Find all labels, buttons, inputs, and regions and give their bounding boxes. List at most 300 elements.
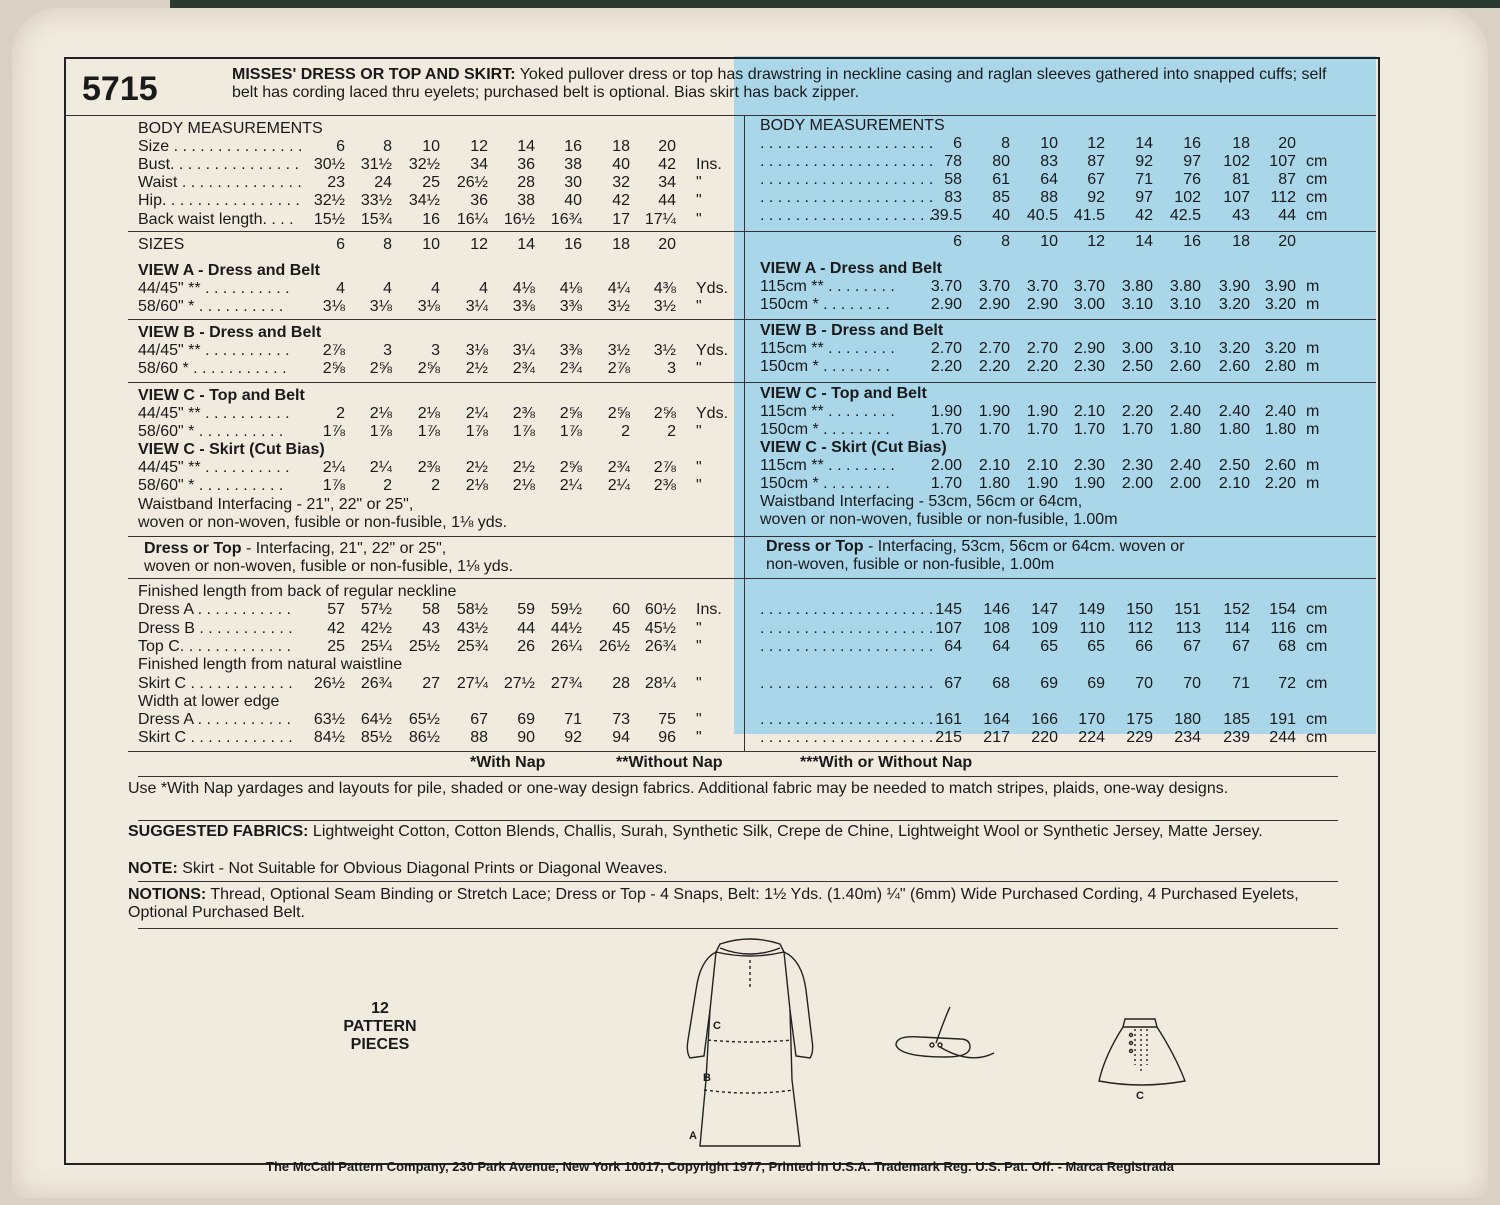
right-view-c-top-row-value: 1.70 bbox=[1026, 421, 1058, 438]
right-width-row-value: 229 bbox=[1126, 729, 1153, 746]
left-view-a-row-unit: " bbox=[696, 298, 702, 315]
left-measure-row-value: 38 bbox=[564, 156, 582, 173]
left-finished-row-value: 25¼ bbox=[360, 638, 392, 655]
left-skirt-row-label: Skirt C . . . . . . . . . . . . bbox=[138, 675, 293, 692]
right-view-c-top-row-value: 1.70 bbox=[930, 421, 962, 438]
left-view-c-skirt-row-value: 2¾ bbox=[607, 459, 630, 476]
left-measure-row-value: 26½ bbox=[456, 174, 488, 191]
right-measure-row-value: 71 bbox=[1135, 171, 1153, 188]
divider-header bbox=[64, 115, 1376, 116]
right-view-c-top-row-label: 150cm * . . . . . . . . bbox=[760, 421, 890, 438]
left-measure-row-value: 40 bbox=[612, 156, 630, 173]
right-view-c-top-row-value: 1.70 bbox=[1121, 421, 1153, 438]
right-measure-row-value: 6 bbox=[953, 135, 962, 152]
left-body-measurements-title: BODY MEASUREMENTS bbox=[138, 120, 323, 137]
left-skirt-row-value: 26¾ bbox=[360, 675, 392, 692]
illustration-label-c-skirt: C bbox=[1136, 1090, 1144, 1102]
illustration-label-a: A bbox=[689, 1130, 697, 1142]
left-view-a-row-value: 4 bbox=[383, 280, 392, 297]
left-view-c-skirt-row-value: 2⅛ bbox=[512, 477, 535, 494]
right-measure-row-label: . . . . . . . . . . . . . . . . . . . . bbox=[760, 135, 934, 152]
right-dress-top-title: Dress or Top bbox=[766, 538, 864, 555]
left-view-c-skirt-row-value: 2⅜ bbox=[653, 477, 676, 494]
left-width-row-unit: " bbox=[696, 729, 702, 746]
right-finished-row-value: 150 bbox=[1126, 601, 1153, 618]
right-view-b-row-value: 3.20 bbox=[1264, 340, 1296, 357]
left-view-c-skirt-row-value: 2⅛ bbox=[465, 477, 488, 494]
right-view-c-top-row-value: 1.80 bbox=[1218, 421, 1250, 438]
left-finished-row-value: 42½ bbox=[360, 620, 392, 637]
right-view-c-skirt-row-value: 1.80 bbox=[978, 475, 1010, 492]
right-measure-row-value: 87 bbox=[1087, 153, 1105, 170]
right-view-a-row-value: 3.20 bbox=[1218, 296, 1250, 313]
left-measure-row-value: 34½ bbox=[408, 192, 440, 209]
left-view-b-row-value: 2⅝ bbox=[417, 360, 440, 377]
left-skirt-row-value: 27¼ bbox=[456, 675, 488, 692]
right-view-c-skirt-row-value: 2.30 bbox=[1121, 457, 1153, 474]
left-finished-row-unit: " bbox=[696, 620, 702, 637]
right-measure-row-value: 39.5 bbox=[930, 207, 962, 224]
right-finished-row-unit: cm bbox=[1306, 601, 1328, 618]
left-view-b-row-value: 3½ bbox=[607, 342, 630, 359]
left-view-c-skirt-row-value: 2 bbox=[383, 477, 392, 494]
left-skirt-row-value: 28 bbox=[612, 675, 630, 692]
dress-illustration bbox=[660, 930, 840, 1152]
divider-view-c bbox=[128, 382, 1376, 383]
left-measure-row-value: 15½ bbox=[313, 211, 345, 228]
left-skirt-row-value: 27 bbox=[422, 675, 440, 692]
pattern-number: 5715 bbox=[82, 70, 158, 108]
right-view-b-row-value: 3.20 bbox=[1218, 340, 1250, 357]
left-view-c-top-row-value: 1⅞ bbox=[512, 423, 535, 440]
right-view-b-row-value: 2.70 bbox=[1026, 340, 1058, 357]
left-view-c-skirt-row-value: 2¼ bbox=[369, 459, 392, 476]
right-view-c-skirt-row-value: 1.90 bbox=[1073, 475, 1105, 492]
left-view-c-top-row-value: 1⅞ bbox=[369, 423, 392, 440]
left-width-row-value: 85½ bbox=[360, 729, 392, 746]
right-view-c-top-row-value: 1.90 bbox=[978, 403, 1010, 420]
left-finished-row-label: Dress B . . . . . . . . . . . bbox=[138, 620, 293, 637]
right-view-b-row-value: 2.50 bbox=[1121, 358, 1153, 375]
left-measure-row-value: 36 bbox=[517, 156, 535, 173]
left-finished-row-label: Dress A . . . . . . . . . . . bbox=[138, 601, 291, 618]
right-skirt-row-value: 69 bbox=[1040, 675, 1058, 692]
left-size: 16 bbox=[564, 236, 582, 253]
sizes-label: SIZES bbox=[138, 236, 185, 253]
right-dress-top-2: non-woven, fusible or non-fusible, 1.00m bbox=[766, 556, 1055, 573]
left-view-c-skirt-row-value: 2½ bbox=[512, 459, 535, 476]
left-view-c-skirt-row-value: 2¼ bbox=[322, 459, 345, 476]
right-measure-row-value: 107 bbox=[1223, 189, 1250, 206]
right-measure-row-value: 67 bbox=[1087, 171, 1105, 188]
left-view-c-top-row-value: 1⅞ bbox=[417, 423, 440, 440]
right-measure-row-label: . . . . . . . . . . . . . . . . . . . . bbox=[760, 171, 934, 188]
left-skirt-row-value: 27½ bbox=[503, 675, 535, 692]
left-finished-row-value: 43½ bbox=[456, 620, 488, 637]
left-finished-row-value: 26 bbox=[517, 638, 535, 655]
left-view-a-row-unit: Yds. bbox=[696, 280, 729, 297]
right-skirt-row-value: 70 bbox=[1183, 675, 1201, 692]
left-width-row-value: 86½ bbox=[408, 729, 440, 746]
left-measure-row-value: 16¼ bbox=[456, 211, 488, 228]
right-view-c-skirt-row-value: 2.20 bbox=[1264, 475, 1296, 492]
left-measure-row-value: 24 bbox=[374, 174, 392, 191]
left-measure-row-value: 17¼ bbox=[644, 211, 676, 228]
left-view-c-top-row-value: 2⅝ bbox=[607, 405, 630, 422]
right-skirt-row-value: 67 bbox=[944, 675, 962, 692]
right-finished-row-value: 113 bbox=[1175, 620, 1201, 637]
right-measure-row-value: 18 bbox=[1232, 135, 1250, 152]
right-view-c-skirt-row-value: 1.70 bbox=[930, 475, 962, 492]
left-measure-row-value: 23 bbox=[327, 174, 345, 191]
pattern-title: MISSES' DRESS OR TOP AND SKIRT: bbox=[232, 66, 516, 83]
left-view-c-skirt-title: VIEW C - Skirt (Cut Bias) bbox=[138, 441, 325, 458]
pattern-pieces-label2: PIECES bbox=[350, 1036, 410, 1053]
right-view-c-top-row-value: 2.20 bbox=[1121, 403, 1153, 420]
left-view-c-top-row-value: 2⅛ bbox=[417, 405, 440, 422]
right-measure-row-value: 87 bbox=[1278, 171, 1296, 188]
notions-text: Thread, Optional Seam Binding or Stretch Lace; Dress or Top - 4 Snaps, Belt: 1½ Yds. (1.40m) ¼" (6mm) Wide Purchased Cording, 4 Purchased Eyelets, Optional Purchased Belt. bbox=[128, 886, 1299, 921]
left-view-a-row-value: 4¼ bbox=[607, 280, 630, 297]
left-view-c-top-title: VIEW C - Top and Belt bbox=[138, 387, 305, 404]
left-view-b-row-value: 2¾ bbox=[559, 360, 582, 377]
right-width-row-value: 239 bbox=[1223, 729, 1250, 746]
left-view-a-title: VIEW A - Dress and Belt bbox=[138, 262, 320, 279]
right-view-c-top-row-value: 2.10 bbox=[1073, 403, 1105, 420]
right-view-a-row-value: 3.90 bbox=[1218, 278, 1250, 295]
right-waistband-2: woven or non-woven, fusible or non-fusible, 1.00m bbox=[760, 511, 1118, 528]
right-size: 6 bbox=[953, 233, 962, 250]
right-view-b-row-value: 2.80 bbox=[1264, 358, 1296, 375]
left-waistband-1: Waistband Interfacing - 21", 22" or 25", bbox=[138, 496, 414, 513]
fabrics-text: Lightweight Cotton, Cotton Blends, Challis, Surah, Synthetic Silk, Crepe de Chine, Lightweight Wool or Synthetic Jersey, Matte Jersey. bbox=[308, 823, 1263, 840]
right-measure-row-value: 20 bbox=[1278, 135, 1296, 152]
right-measure-row-value: 112 bbox=[1270, 189, 1296, 206]
left-measure-row-label: Bust. . . . . . . . . . . . . . . bbox=[138, 156, 299, 173]
right-finished-row-value: 68 bbox=[1278, 638, 1296, 655]
left-view-a-row-value: 4 bbox=[431, 280, 440, 297]
right-dress-top-text: - Interfacing, 53cm, 56cm or 64cm. woven or bbox=[863, 538, 1185, 555]
right-finished-row-value: 108 bbox=[983, 620, 1010, 637]
left-measure-row-unit: " bbox=[696, 211, 702, 228]
left-skirt-row-value: 28¼ bbox=[644, 675, 676, 692]
legend-with-or-without: ***With or Without Nap bbox=[800, 754, 973, 771]
right-view-c-top-row-unit: m bbox=[1306, 403, 1320, 420]
right-measure-row-value: 8 bbox=[1001, 135, 1010, 152]
right-view-a-row-value: 2.90 bbox=[1026, 296, 1058, 313]
right-view-c-skirt-row-value: 2.10 bbox=[978, 457, 1010, 474]
right-view-c-skirt-row-value: 1.90 bbox=[1026, 475, 1058, 492]
right-measure-row-unit: cm bbox=[1306, 207, 1328, 224]
right-view-c-skirt-row-value: 2.30 bbox=[1073, 457, 1105, 474]
right-finished-row-value: 66 bbox=[1135, 638, 1153, 655]
right-measure-row-value: 81 bbox=[1232, 171, 1250, 188]
left-finished-row-value: 59½ bbox=[550, 601, 582, 618]
left-view-c-top-row-value: 2⅜ bbox=[512, 405, 535, 422]
left-finished-row-value: 58½ bbox=[456, 601, 488, 618]
right-measure-row-value: 64 bbox=[1040, 171, 1058, 188]
divider-legend bbox=[128, 751, 1376, 752]
right-measure-row-value: 97 bbox=[1183, 153, 1201, 170]
left-finished-row-value: 44½ bbox=[550, 620, 582, 637]
left-measure-row-unit: " bbox=[696, 192, 702, 209]
left-width-row-value: 67 bbox=[470, 711, 488, 728]
right-width-row-value: 161 bbox=[935, 711, 962, 728]
left-view-b-row-label: 58/60 * . . . . . . . . . . . bbox=[138, 360, 287, 377]
right-view-c-top-row-value: 2.40 bbox=[1264, 403, 1296, 420]
right-measure-row-value: 76 bbox=[1183, 171, 1201, 188]
left-waistband-2: woven or non-woven, fusible or non-fusible, 1⅛ yds. bbox=[138, 514, 508, 531]
right-view-b-title: VIEW B - Dress and Belt bbox=[760, 322, 944, 339]
right-dress-top bbox=[766, 538, 1185, 556]
right-measure-row-value: 83 bbox=[944, 189, 962, 206]
left-measure-row-value: 6 bbox=[336, 138, 345, 155]
right-view-a-row-value: 3.90 bbox=[1264, 278, 1296, 295]
legend-without-nap: **Without Nap bbox=[616, 754, 723, 771]
left-size: 12 bbox=[470, 236, 488, 253]
right-skirt-row-label: . . . . . . . . . . . . . . . . . . . . bbox=[760, 675, 934, 692]
divider-nap-note bbox=[138, 776, 1338, 777]
right-finished-row-value: 64 bbox=[944, 638, 962, 655]
right-view-c-skirt-row-value: 2.00 bbox=[1169, 475, 1201, 492]
left-finished-row-value: 45 bbox=[612, 620, 630, 637]
right-width-row-label: . . . . . . . . . . . . . . . . . . . . bbox=[760, 729, 934, 746]
left-view-b-title: VIEW B - Dress and Belt bbox=[138, 324, 322, 341]
right-view-a-row-value: 3.80 bbox=[1121, 278, 1153, 295]
right-view-a-row-value: 3.70 bbox=[1073, 278, 1105, 295]
left-view-a-row-label: 58/60" * . . . . . . . . . . bbox=[138, 298, 284, 315]
right-view-c-skirt-row-value: 2.00 bbox=[930, 457, 962, 474]
left-view-c-skirt-row-value: 1⅞ bbox=[322, 477, 345, 494]
left-view-c-top-row-value: 2 bbox=[621, 423, 630, 440]
right-measure-row-value: 92 bbox=[1135, 153, 1153, 170]
left-measure-row-value: 32 bbox=[612, 174, 630, 191]
left-skirt-row-unit: " bbox=[696, 675, 702, 692]
right-finished-row-value: 110 bbox=[1079, 620, 1105, 637]
right-view-a-row-value: 3.70 bbox=[978, 278, 1010, 295]
right-view-b-row-value: 3.00 bbox=[1121, 340, 1153, 357]
skirt-illustration bbox=[1095, 1015, 1190, 1090]
right-view-b-row-unit: m bbox=[1306, 358, 1320, 375]
right-width-row-unit: cm bbox=[1306, 711, 1328, 728]
right-width-row-value: 220 bbox=[1031, 729, 1058, 746]
left-measure-row-value: 40 bbox=[564, 192, 582, 209]
right-width-row-value: 217 bbox=[983, 729, 1010, 746]
right-finished-row-value: 109 bbox=[1031, 620, 1058, 637]
left-measure-row-value: 34 bbox=[658, 174, 676, 191]
left-view-c-top-row-value: 1⅞ bbox=[559, 423, 582, 440]
right-view-a-row-value: 3.00 bbox=[1073, 296, 1105, 313]
left-view-b-row-value: 2½ bbox=[465, 360, 488, 377]
copyright-footer: The McCall Pattern Company, 230 Park Avenue, New York 10017, Copyright 1977, Printed in U.S.A. Trademark Reg. U.S. Pat. Off. - Marca Registrada bbox=[266, 1159, 1174, 1174]
left-view-b-row-value: 2⅝ bbox=[322, 360, 345, 377]
left-view-c-skirt-row-unit: " bbox=[696, 459, 702, 476]
right-measure-row-value: 85 bbox=[992, 189, 1010, 206]
right-measure-row-value: 44 bbox=[1278, 207, 1296, 224]
left-width-row-value: 96 bbox=[658, 729, 676, 746]
right-view-a-row-unit: m bbox=[1306, 296, 1320, 313]
right-view-c-skirt-title: VIEW C - Skirt (Cut Bias) bbox=[760, 439, 947, 456]
left-width-row-label: Skirt C . . . . . . . . . . . . bbox=[138, 729, 293, 746]
right-view-a-row-label: 150cm * . . . . . . . . bbox=[760, 296, 890, 313]
left-view-a-row-value: 4 bbox=[479, 280, 488, 297]
left-measure-row-value: 44 bbox=[658, 192, 676, 209]
left-size: 18 bbox=[612, 236, 630, 253]
left-finished-row-value: 60 bbox=[612, 601, 630, 618]
right-finished-row-value: 65 bbox=[1087, 638, 1105, 655]
left-finished-row-value: 25¾ bbox=[456, 638, 488, 655]
left-view-b-row-unit: Yds. bbox=[696, 342, 729, 359]
left-measure-row-value: 33½ bbox=[360, 192, 392, 209]
left-view-c-skirt-row-unit: " bbox=[696, 477, 702, 494]
left-measure-row-value: 31½ bbox=[360, 156, 392, 173]
top-edge-strip bbox=[170, 0, 1500, 8]
belt-illustration bbox=[890, 1005, 1000, 1065]
note-label: NOTE: bbox=[128, 860, 178, 877]
right-view-a-row-value: 2.90 bbox=[978, 296, 1010, 313]
right-measure-row-value: 102 bbox=[1223, 153, 1250, 170]
right-skirt-row-value: 69 bbox=[1087, 675, 1105, 692]
left-measure-row-value: 10 bbox=[422, 138, 440, 155]
right-measure-row-value: 42 bbox=[1135, 207, 1153, 224]
left-finished-row-unit: Ins. bbox=[696, 601, 722, 618]
right-finished-row-unit: cm bbox=[1306, 638, 1328, 655]
right-view-b-row-unit: m bbox=[1306, 340, 1320, 357]
left-view-b-row-value: 2⅞ bbox=[322, 342, 345, 359]
left-view-a-row-value: 4 bbox=[336, 280, 345, 297]
right-measure-row-value: 97 bbox=[1135, 189, 1153, 206]
left-finished-row-value: 59 bbox=[517, 601, 535, 618]
right-width-row-value: 175 bbox=[1126, 711, 1153, 728]
divider-view-b bbox=[128, 319, 1376, 320]
right-measure-row-value: 40 bbox=[992, 207, 1010, 224]
right-size: 16 bbox=[1183, 233, 1201, 250]
right-measure-row-value: 16 bbox=[1183, 135, 1201, 152]
left-width-row-value: 75 bbox=[658, 711, 676, 728]
right-skirt-row-value: 70 bbox=[1135, 675, 1153, 692]
right-finished-row-unit: cm bbox=[1306, 620, 1328, 637]
left-view-a-row-value: 4⅛ bbox=[559, 280, 582, 297]
pattern-description bbox=[232, 66, 1342, 102]
left-view-a-row-value: 3⅛ bbox=[322, 298, 345, 315]
left-view-a-row-value: 3⅛ bbox=[369, 298, 392, 315]
left-width-row-value: 90 bbox=[517, 729, 535, 746]
right-view-b-row-value: 2.60 bbox=[1169, 358, 1201, 375]
right-view-a-row-value: 3.10 bbox=[1121, 296, 1153, 313]
left-measure-row-unit: " bbox=[696, 174, 702, 191]
left-measure-row-value: 32½ bbox=[313, 192, 345, 209]
left-width-row-value: 63½ bbox=[313, 711, 345, 728]
left-measure-row-label: Size . . . . . . . . . . . . . . . bbox=[138, 138, 303, 155]
left-view-b-row-unit: " bbox=[696, 360, 702, 377]
left-measure-row-value: 42 bbox=[612, 192, 630, 209]
right-waistband-1: Waistband Interfacing - 53cm, 56cm or 64cm, bbox=[760, 493, 1083, 510]
left-finished-row-value: 43 bbox=[422, 620, 440, 637]
right-finished-row-value: 146 bbox=[983, 601, 1010, 618]
divider-sizes bbox=[128, 231, 1376, 232]
right-width-row-unit: cm bbox=[1306, 729, 1328, 746]
right-view-c-skirt-row-value: 2.10 bbox=[1218, 475, 1250, 492]
right-finished-row-value: 145 bbox=[935, 601, 962, 618]
left-measure-row-value: 15¾ bbox=[360, 211, 392, 228]
left-view-a-row-value: 3⅜ bbox=[559, 298, 582, 315]
left-measure-row-value: 16½ bbox=[503, 211, 535, 228]
right-finished-row-value: 112 bbox=[1127, 620, 1153, 637]
right-finished-row-value: 147 bbox=[1031, 601, 1058, 618]
right-finished-row-value: 67 bbox=[1232, 638, 1250, 655]
left-width-row-value: 92 bbox=[564, 729, 582, 746]
left-size: 6 bbox=[336, 236, 345, 253]
left-dress-top bbox=[144, 540, 446, 558]
illustration-label-b: B bbox=[703, 1072, 711, 1084]
left-finished-row-value: 25 bbox=[327, 638, 345, 655]
waistline-title: Finished length from natural waistline bbox=[138, 656, 403, 673]
left-view-c-skirt-row-value: 2 bbox=[431, 477, 440, 494]
right-finished-row-value: 67 bbox=[1183, 638, 1201, 655]
right-view-c-skirt-row-label: 150cm * . . . . . . . . bbox=[760, 475, 890, 492]
right-view-b-row-value: 2.60 bbox=[1218, 358, 1250, 375]
right-size: 14 bbox=[1135, 233, 1153, 250]
left-measure-row-value: 18 bbox=[612, 138, 630, 155]
right-width-row-value: 215 bbox=[935, 729, 962, 746]
left-view-c-top-row-value: 1⅞ bbox=[322, 423, 345, 440]
right-finished-row-value: 64 bbox=[992, 638, 1010, 655]
right-view-c-top-row-value: 1.80 bbox=[1264, 421, 1296, 438]
right-measure-row-unit: cm bbox=[1306, 189, 1328, 206]
divider-dress-top bbox=[128, 536, 1376, 537]
right-size: 10 bbox=[1040, 233, 1058, 250]
left-measure-row-value: 34 bbox=[470, 156, 488, 173]
divider-center bbox=[744, 115, 745, 751]
left-measure-row-label: Hip. . . . . . . . . . . . . . . . bbox=[138, 192, 300, 209]
right-view-b-row-label: 115cm ** . . . . . . . . bbox=[760, 340, 895, 357]
right-view-c-skirt-row-label: 115cm ** . . . . . . . . bbox=[760, 457, 895, 474]
left-view-a-row-value: 3¼ bbox=[465, 298, 488, 315]
left-measure-row-value: 20 bbox=[658, 138, 676, 155]
right-view-c-top-row-value: 1.70 bbox=[978, 421, 1010, 438]
right-measure-row-value: 88 bbox=[1040, 189, 1058, 206]
divider-notions bbox=[138, 881, 1338, 882]
left-measure-row-value: 16 bbox=[422, 211, 440, 228]
notions bbox=[128, 886, 1338, 922]
right-measure-row-value: 42.5 bbox=[1169, 207, 1201, 224]
left-view-a-row-value: 4⅛ bbox=[512, 280, 535, 297]
left-finished-row-value: 25½ bbox=[408, 638, 440, 655]
right-view-b-row-value: 3.10 bbox=[1169, 340, 1201, 357]
left-dress-top-2: woven or non-woven, fusible or non-fusible, 1⅛ yds. bbox=[144, 558, 514, 575]
right-width-row-value: 234 bbox=[1174, 729, 1201, 746]
right-view-c-skirt-row-unit: m bbox=[1306, 475, 1320, 492]
left-finished-row-label: Top C. . . . . . . . . . . . . bbox=[138, 638, 291, 655]
right-view-b-row-value: 2.30 bbox=[1073, 358, 1105, 375]
left-finished-row-value: 58 bbox=[422, 601, 440, 618]
right-view-b-row-value: 2.70 bbox=[930, 340, 962, 357]
right-width-row-value: 191 bbox=[1269, 711, 1296, 728]
left-view-b-row-value: 2⅞ bbox=[607, 360, 630, 377]
right-measure-row-value: 61 bbox=[992, 171, 1010, 188]
pattern-pieces bbox=[330, 1000, 430, 1054]
left-measure-row-value: 16 bbox=[564, 138, 582, 155]
left-view-c-skirt-row-value: 2¼ bbox=[607, 477, 630, 494]
left-view-b-row-value: 3⅜ bbox=[559, 342, 582, 359]
right-width-row-value: 244 bbox=[1269, 729, 1296, 746]
left-view-c-top-row-value: 2⅝ bbox=[559, 405, 582, 422]
left-skirt-row-value: 27¾ bbox=[550, 675, 582, 692]
left-view-c-skirt-row-value: 2⅜ bbox=[417, 459, 440, 476]
right-measure-row-value: 43 bbox=[1232, 207, 1250, 224]
right-view-c-top-row-value: 1.70 bbox=[1073, 421, 1105, 438]
right-view-c-skirt-row-unit: m bbox=[1306, 457, 1320, 474]
